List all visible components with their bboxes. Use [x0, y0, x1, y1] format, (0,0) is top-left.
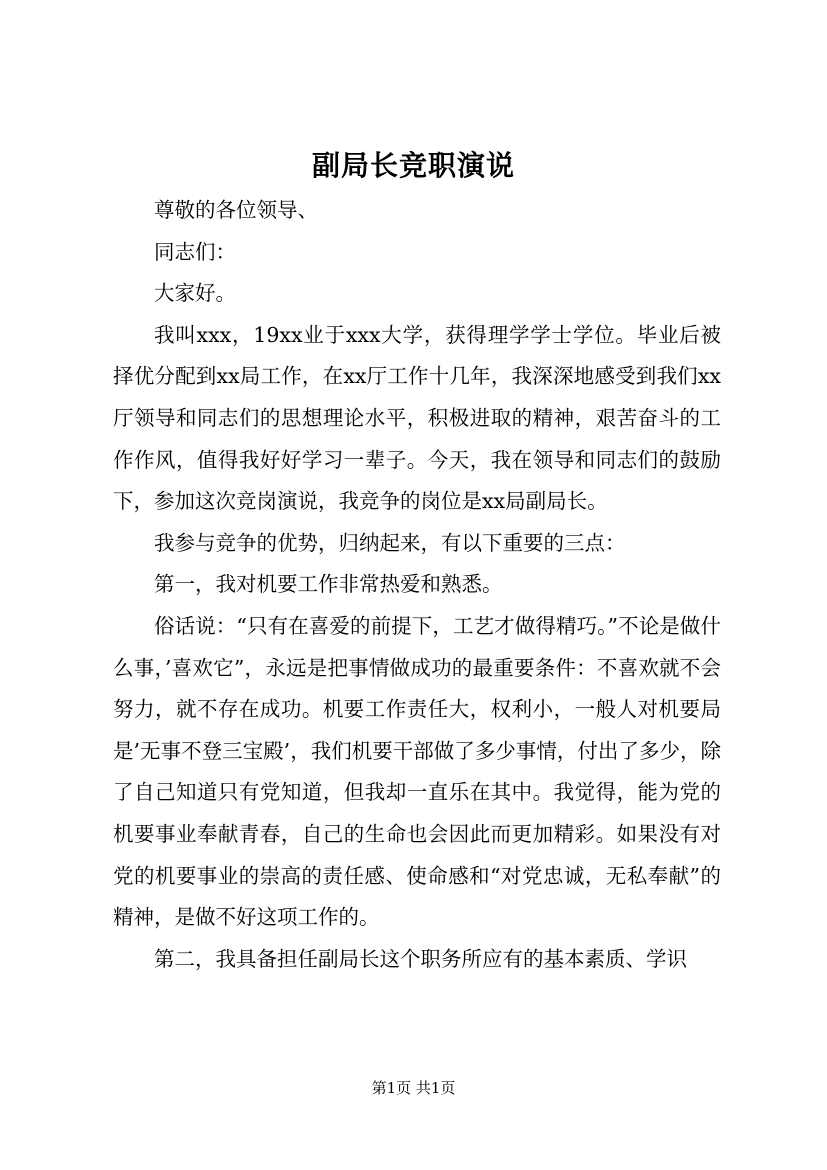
page-footer: 第1页 共1页: [371, 1079, 456, 1097]
salutation-line-1: 尊敬的各位领导、: [154, 198, 318, 222]
first-point-paragraph: 俗话说：“只有在喜爱的前提下，工艺才做得精巧。”不论是做什么事，’喜欢它”，永远是把事情做成功的最重要条件：不喜欢就不会努力，就不存在成功。机要工作责任大，权利小，一般人对机要局是’无事不登三宝殿’，我们机要干部做了多少事情，付出了多少，除了自己知道只有党知道，但我却一直乐在其中。我觉得，能为党的机要事业奉献青春，自己的生命也会因此而更加精彩。如果没有对党的机要事业的崇高的责任感、使命感和“对党忠诚，无私奉献”的精神，是做不好这项工作的。: [113, 613, 721, 930]
document-title: 副局长竞职演说: [311, 149, 515, 182]
greeting-paragraph: 大家好。: [154, 281, 236, 306]
second-point-paragraph: 第二，我具备担任副局长这个职务所应有的基本素质、学识: [154, 946, 687, 971]
document-body: [113, 190, 721, 980]
introduction-paragraph: 我叫xxx，19xx业于xxx大学，获得理学学士学位。毕业后被择优分配到xx局工作，在xx厅工作十几年，我深深地感受到我们xx厅领导和同志们的思想理论水平，积极进取的精神，艰苦奋斗的工作作风，值得我好好学习一辈子。今天，我在领导和同志们的鼓励下，参加这次竞岗演说，我竞争的岗位是xx局副局长。: [113, 322, 721, 514]
advantages-intro-paragraph: 我参与竞争的优势，归纳起来，有以下重要的三点：: [154, 530, 626, 555]
first-point-heading: 第一，我对机要工作非常热爱和熟悉。: [154, 572, 503, 597]
salutation-line-2: 同志们：: [154, 239, 236, 264]
